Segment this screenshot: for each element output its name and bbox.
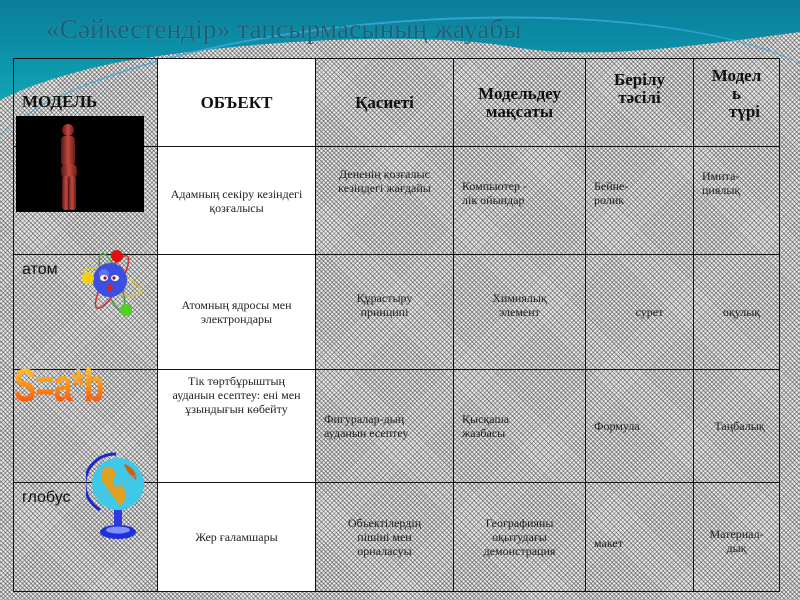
globe-icon xyxy=(86,452,148,544)
object-cell: Тік төртбұрыштың ауданын есептеу: ені мен ұзындығын көбейту xyxy=(158,370,316,483)
header-presentation: Берілу тәсілі xyxy=(586,59,694,147)
purpose-cell: Географияны оқытудағы демонстрация xyxy=(454,483,586,592)
type-cell: Таңбалық xyxy=(694,370,780,483)
property-cell: Фигуралар-дың ауданын есептеу xyxy=(316,370,454,483)
atom-icon xyxy=(80,248,144,320)
slide-title: «Сәйкестендір» тапсырмасының жауабы xyxy=(46,14,522,44)
presentation-cell: Формула xyxy=(586,370,694,483)
human-figure-image xyxy=(16,116,144,212)
purpose-cell: Компьютер - лік ойындар xyxy=(454,147,586,255)
header-type: Модел ь түрі xyxy=(694,59,780,147)
presentation-cell: Бейне- ролик xyxy=(586,147,694,255)
header-property: Қасиеті xyxy=(316,59,454,147)
header-object: ОБЪЕКТ xyxy=(158,59,316,147)
presentation-cell: сурет xyxy=(586,255,694,370)
property-cell: Дененің қозғалыс кезіндегі жағдайы xyxy=(316,147,454,255)
model-cell-globe: глобус xyxy=(14,483,158,592)
property-cell: Объектілердің пішіні мен орналасуы xyxy=(316,483,454,592)
object-cell: Атомның ядросы мен электрондары xyxy=(158,255,316,370)
type-cell: оқулық xyxy=(694,255,780,370)
header-purpose: Модельдеу мақсаты xyxy=(454,59,586,147)
type-cell: Имита- циялық xyxy=(694,147,780,255)
area-formula-text: S=a*b xyxy=(14,359,104,411)
object-cell: Жер ғаламшары xyxy=(158,483,316,592)
purpose-cell: Химиялық элемент xyxy=(454,255,586,370)
object-cell: Адамның секіру кезіндегі қозғалысы xyxy=(158,147,316,255)
header-model: МОДЕЛЬ xyxy=(14,59,158,147)
model-cell-atom: атом xyxy=(14,255,158,370)
purpose-cell: Қысқаша жазбасы xyxy=(454,370,586,483)
presentation-cell: макет xyxy=(586,483,694,592)
type-cell: Материал- дық xyxy=(694,483,780,592)
human-figure-icon xyxy=(16,116,144,212)
property-cell: Құрастыру принципі xyxy=(316,255,454,370)
